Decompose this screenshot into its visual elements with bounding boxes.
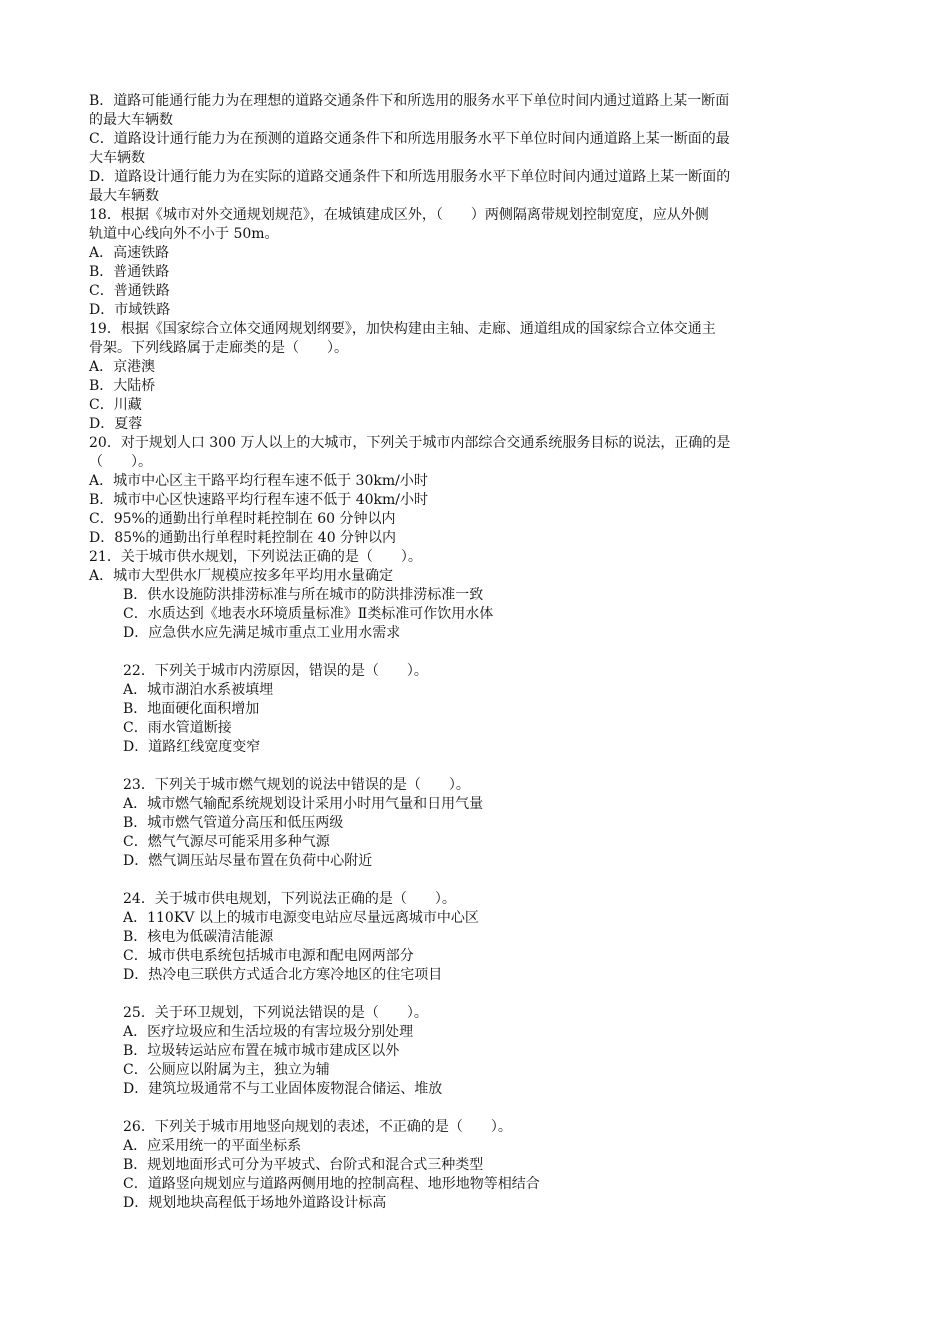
option-b: B．城市燃气管道分高压和低压两级 bbox=[123, 815, 344, 831]
option-b: B．大陆桥 bbox=[89, 378, 156, 394]
option-a: A．医疗垃圾应和生活垃圾的有害垃圾分别处理 bbox=[123, 1024, 414, 1040]
spacer bbox=[123, 985, 861, 1004]
option-b: B．规划地面形式可分为平坡式、台阶式和混合式三种类型 bbox=[123, 1157, 484, 1173]
option-d: D．燃气调压站尽量布置在负荷中心附近 bbox=[123, 853, 373, 869]
option-c: C．燃气气源尽可能采用多种气源 bbox=[123, 834, 330, 850]
question-26: 26．下列关于城市用地竖向规划的表述，不正确的是（ ）。 bbox=[123, 1119, 512, 1135]
spacer bbox=[123, 1099, 861, 1118]
option-d: D．道路红线宽度变窄 bbox=[123, 739, 261, 755]
question-24: 24．关于城市供电规划，下列说法正确的是（ ）。 bbox=[123, 891, 456, 907]
option-b: B．城市中心区快速路平均行程车速不低于 40km/小时 bbox=[89, 492, 429, 508]
question-25: 25．关于环卫规划，下列说法错误的是（ ）。 bbox=[123, 1005, 428, 1021]
option-d: D．夏蓉 bbox=[89, 416, 143, 432]
question-22: 22．下列关于城市内涝原因，错误的是（ ）。 bbox=[123, 663, 428, 679]
option-a: A．城市中心区主干路平均行程车速不低于 30km/小时 bbox=[89, 473, 428, 489]
text-line: B．道路可能通行能力为在理想的道路交通条件下和所选用的服务水平下单位时间内通过道路上某一断面 bbox=[89, 93, 730, 109]
option-d: D．85%的通勤出行单程时耗控制在 40 分钟以内 bbox=[89, 530, 397, 546]
text-line: 轨道中心线向外不小于 50m。 bbox=[89, 226, 279, 242]
option-b: B．核电为低碳清洁能源 bbox=[123, 929, 274, 945]
option-a: A．城市湖泊水系被填埋 bbox=[123, 682, 274, 698]
option-c: C．雨水管道断接 bbox=[123, 720, 232, 736]
option-a: A．110KV 以上的城市电源变电站应尽量远离城市中心区 bbox=[123, 910, 479, 926]
option-a: A．城市大型供水厂规模应按多年平均用水量确定 bbox=[89, 568, 394, 584]
option-b: B．地面硬化面积增加 bbox=[123, 701, 260, 717]
text-line: 骨架。下列线路属于走廊类的是（ ）。 bbox=[89, 340, 348, 356]
text-line: C．道路设计通行能力为在预测的道路交通条件下和所选用服务水平下单位时间内通道路上某一断面的最 bbox=[89, 131, 730, 147]
option-d: D．应急供水应先满足城市重点工业用水需求 bbox=[123, 625, 401, 641]
text-line: 最大车辆数 bbox=[89, 188, 159, 204]
option-c: C．95%的通勤出行单程时耗控制在 60 分钟以内 bbox=[89, 511, 396, 527]
spacer bbox=[123, 871, 861, 890]
spacer bbox=[123, 757, 861, 776]
spacer bbox=[123, 643, 861, 662]
question-23: 23．下列关于城市燃气规划的说法中错误的是（ ）。 bbox=[123, 777, 470, 793]
option-c: C．公厕应以附属为主，独立为辅 bbox=[123, 1062, 330, 1078]
option-d: D．规划地块高程低于场地外道路设计标高 bbox=[123, 1195, 387, 1211]
question-18: 18．根据《城市对外交通规划规范》，在城镇建成区外，（ ）两侧隔离带规划控制宽度，应从外侧 bbox=[89, 207, 709, 223]
indented-text-block bbox=[123, 586, 861, 1213]
option-d: D．热冷电三联供方式适合北方寒冷地区的住宅项目 bbox=[123, 967, 443, 983]
option-d: D．建筑垃圾通常不与工业固体废物混合储运、堆放 bbox=[123, 1081, 443, 1097]
option-a: A．应采用统一的平面坐标系 bbox=[123, 1138, 302, 1154]
option-a: A．京港澳 bbox=[89, 359, 156, 375]
option-b: B．普通铁路 bbox=[89, 264, 170, 280]
text-line: 大车辆数 bbox=[89, 150, 145, 166]
option-c: C．普通铁路 bbox=[89, 283, 170, 299]
top-text-block bbox=[89, 92, 861, 586]
text-line: 的最大车辆数 bbox=[89, 112, 173, 128]
option-b: B．供水设施防洪排涝标准与所在城市的防洪排涝标准一致 bbox=[123, 587, 484, 603]
option-a: A．高速铁路 bbox=[89, 245, 170, 261]
option-a: A．城市燃气输配系统规划设计采用小时用气量和日用气量 bbox=[123, 796, 484, 812]
option-c: C．城市供电系统包括城市电源和配电网两部分 bbox=[123, 948, 414, 964]
option-c: C．道路竖向规划应与道路两侧用地的控制高程、地形地物等相结合 bbox=[123, 1176, 540, 1192]
option-c: C．川藏 bbox=[89, 397, 142, 413]
text-line: D．道路设计通行能力为在实际的道路交通条件下和所选用服务水平下单位时间内通过道路上某一断面的 bbox=[89, 169, 731, 185]
option-b: B．垃圾转运站应布置在城市城市建成区以外 bbox=[123, 1043, 400, 1059]
option-c: C．水质达到《地表水环境质量标准》Ⅱ类标准可作饮用水体 bbox=[123, 606, 494, 622]
question-20: 20．对于规划人口 300 万人以上的大城市，下列关于城市内部综合交通系统服务目标的说法，正确的是 bbox=[89, 435, 731, 451]
question-21: 21．关于城市供水规划，下列说法正确的是（ ）。 bbox=[89, 549, 422, 565]
text-line: （ ）。 bbox=[89, 454, 152, 470]
option-d: D．市域铁路 bbox=[89, 302, 171, 318]
question-19: 19．根据《国家综合立体交通网规划纲要》，加快构建由主轴、走廊、通道组成的国家综合立体交通主 bbox=[89, 321, 716, 337]
